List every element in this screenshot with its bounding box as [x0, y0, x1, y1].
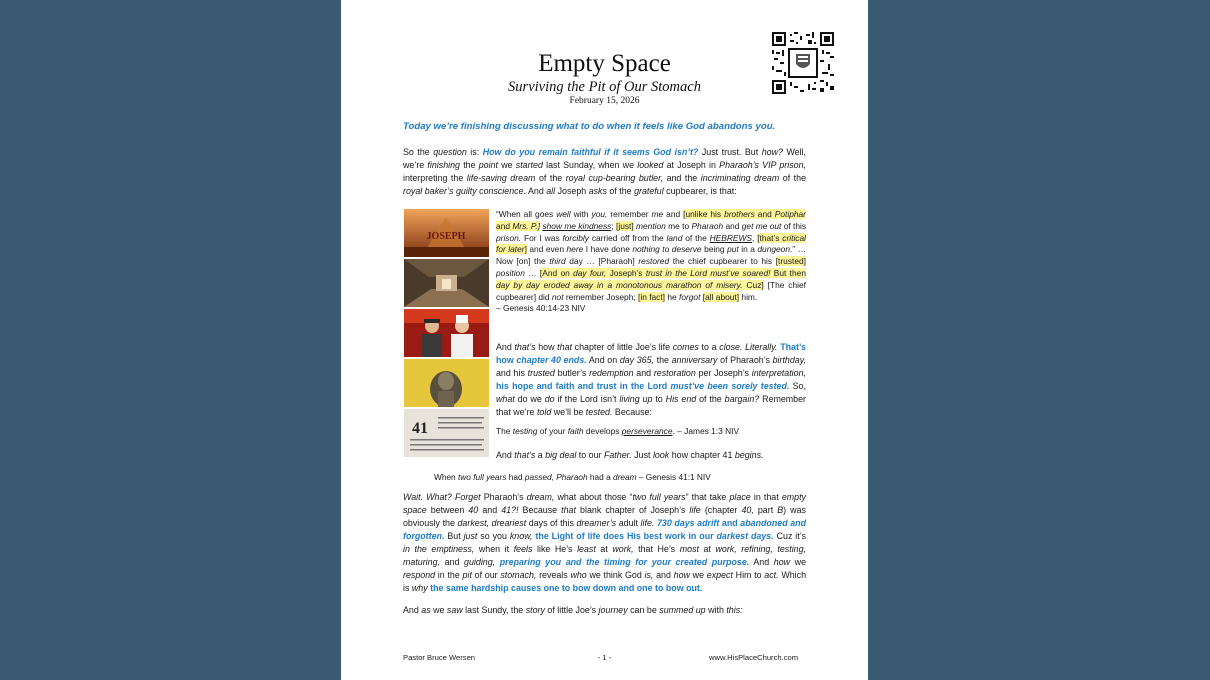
document-subtitle: Surviving the Pit of Our Stomach	[508, 79, 701, 95]
footer-author: Pastor Bruce Wersen	[403, 653, 476, 662]
sarcophagus-image	[404, 359, 489, 407]
paragraph-5: And as we saw last Sundy, the story of little Joe’s journey can be summed up with this:	[403, 605, 743, 615]
intro-line: Today we’re finishing discussing what to do when it feels like God abandons you.	[403, 121, 776, 132]
scripture-quote-james: The testing of your faith develops perseverance. – James 1:3 NIV	[496, 426, 740, 436]
document-title: Empty Space	[538, 50, 671, 77]
scripture-quote-genesis-41: When two full years had passed, Pharaoh had a dream – Genesis 41:1 NIV	[434, 472, 711, 482]
svg-text:41: 41	[412, 420, 428, 437]
footer-page-number: - 1 -	[597, 653, 612, 662]
people-image	[404, 309, 489, 357]
paragraph-1: So the question is: How do you remain faithful if it seems God isn’t? Just trust. But how? Well, we’re finishing the point we started last Sunday, when we looked at Joseph in Pharaoh’s VIP prison, interpreting the life-saving dream of the royal cup-bearing butler, and the incriminating dream of the royal baker’s guilty conscience. And all Joseph asks of the grateful cupbearer, is that:	[403, 147, 807, 196]
scripture-quote-genesis-40: “When all goes well with you, remember me and [unlike his brothers and Potiphar and Mrs. P.] show me kindness; [just] mention me to Pharaoh and get me out of this prison. For I was forcibly carried off from the land of the HEBREWS, [that’s critical for later] and even here I have done nothing to deserve being put in a dungeon.” … Now [on] the third day … [Pharaoh] restored the chief cupbearer to his [trusted] position … [And on day four, Joseph’s trust in the Lord must’ve soared! But then day by day eroded away in a monotonous marathon of misery. Cuz] [The chief cupbearer] did not remember Joseph; [in fact] he forgot [all about] him. – Genesis 40:14-23 NIV	[496, 209, 807, 314]
document-date: February 15, 2026	[569, 96, 640, 106]
joseph-title-image	[404, 209, 489, 257]
paragraph-4: Wait. What? Forget Pharaoh’s dream, what about those “two full years” that take place in that empty space between 40 and 41?! Because that blank chapter of Joseph’s life (chapter 40, part B) was obviously the darkest, dreariest days of this dreamer’s adult life. 730 days adrift and abandoned and forgotten. But just so you know, the Light of life does His best work in our darkest days. Cuz it’s in the emptiness, when it feels like He’s least at work, that He’s most at work, refining, testing, maturing, and guiding, preparing you and the timing for your created purpose. And how we respond in the pit of our stomach, reveals who we think God is, and how we expect Him to act. Which is why the same hardship causes one to bow down and one to bow out.	[403, 492, 807, 593]
svg-text:JOSEPH: JOSEPH	[426, 231, 466, 242]
paragraph-3: And that’s a big deal to our Father. Just look how chapter 41 begins.	[496, 450, 764, 460]
tunnel-image	[404, 259, 489, 307]
document-page	[341, 0, 868, 680]
paragraph-2: And that’s how that chapter of little Joe’s life comes to a close. Literally. That’s how chapter 40 ends. And on day 365, the anniversary of Pharaoh’s birthday, and his trusted butler’s redemption and restoration per Joseph’s interpretation, his hope and faith and trust in the Lord must’ve been sorely tested. So, what do we do if the Lord isn’t living up to His end of the bargain? Remember that we’re told we’ll be tested. Because:	[496, 342, 807, 417]
bible-page-image	[404, 409, 489, 457]
footer-website-link[interactable]: www.HisPlaceChurch.com	[709, 653, 799, 662]
